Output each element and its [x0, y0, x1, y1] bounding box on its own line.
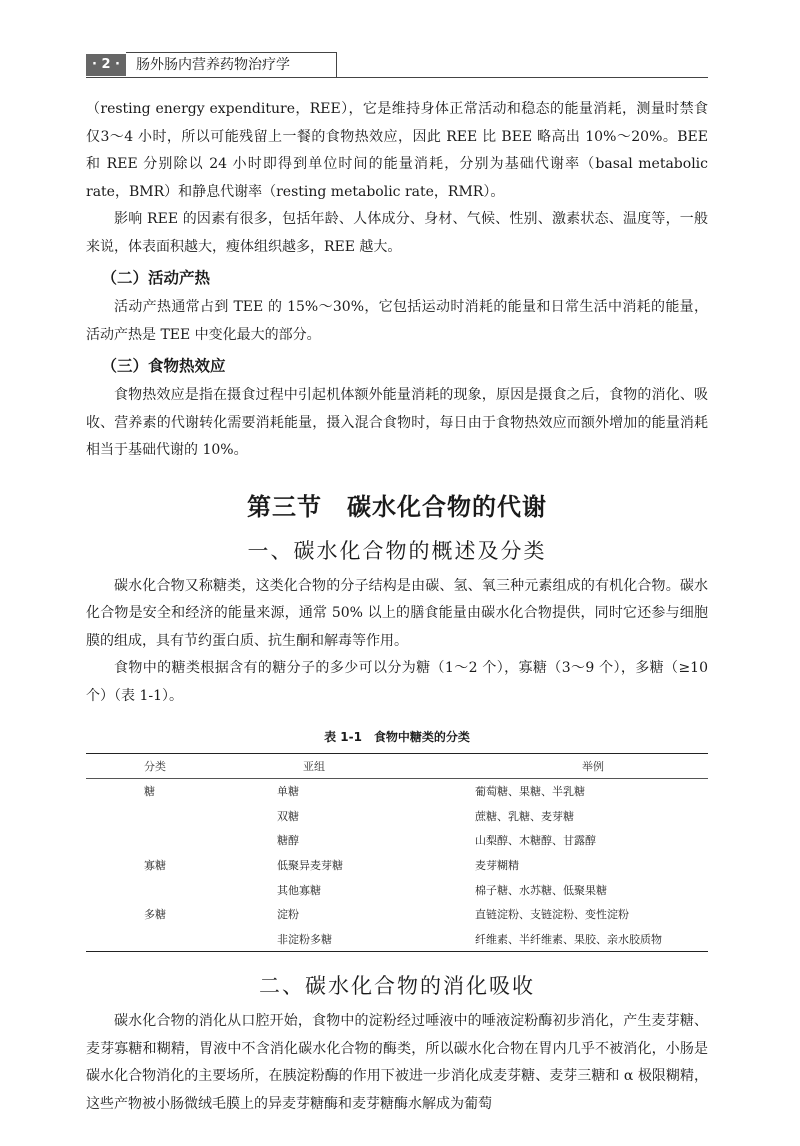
paragraph: 活动产热通常占到 TEE 的 15%～30%，它包括运动时消耗的能量和日常生活中消耗的能量，活动产热是 TEE 中变化最大的部分。: [86, 299, 708, 343]
table-cell: 淀粉: [277, 908, 299, 922]
table-row: [86, 779, 708, 804]
table-cell: 低聚异麦芽糖: [277, 859, 343, 873]
paragraph: 碳水化合物又称糖类，这类化合物的分子结构是由碳、氢、氧三种元素组成的有机化合物。碳水化合物是安全和经济的能量来源，通常 50% 以上的膳食能量由碳水化合物提供，同时它还参与细胞膜的组成，具有节约蛋白质、抗生酮和解毒等作用。: [86, 577, 708, 649]
section-title: 第三节 碳水化合物的代谢: [247, 491, 547, 521]
table-cell: 糖醇: [277, 834, 299, 848]
paragraph: （resting energy expenditure，REE），它是维持身体正常活动和稳态的能量消耗，测量时禁食仅3～4 小时，所以可能残留上一餐的食物热效应，因此 REE 比 BEE 略高出 10%～20%。BEE 和 REE 分别除以 24 小时即得到单位时间的能量消耗，分别为基础代谢率（basal metabolic rate，BMR）和静息代谢率（resting metabolic rate，RMR）。: [86, 101, 708, 200]
table-header-cell: 亚组: [303, 760, 325, 773]
paragraph: 食物热效应是指在摄食过程中引起机体额外能量消耗的现象，原因是摄食之后，食物的消化、吸收、营养素的代谢转化需要消耗能量，摄入混合食物时，每日由于食物热效应而额外增加的能量消耗相当于基础代谢的 10%。: [86, 387, 708, 458]
table-cell: [86, 828, 275, 853]
table-cell: [86, 877, 275, 902]
table-cell: 蔗糖、乳糖、麦芽糖: [475, 809, 574, 823]
carbohydrate-table: [86, 753, 708, 952]
table-cell: 直链淀粉、支链淀粉、变性淀粉: [475, 908, 629, 922]
table-cell: 纤维素、半纤维素、果胶、亲水胶质物: [475, 932, 662, 946]
table-row: [86, 927, 708, 952]
table-cell: [86, 927, 275, 952]
table-row: [86, 877, 708, 902]
topic-heading: 一、碳水化合物的概述及分类: [247, 538, 547, 563]
paragraph: 食物中的糖类根据含有的糖分子的多少可以分为糖（1～2 个），寡糖（3～9 个），多糖（≥10 个）（表 1-1）。: [86, 660, 708, 704]
table-row: [86, 853, 708, 878]
table-cell: 寡糖: [144, 859, 166, 873]
subsection-heading: （二）活动产热: [101, 269, 211, 287]
table-header-cell: 分类: [144, 760, 166, 773]
table-cell: 多糖: [144, 908, 166, 922]
table-caption: 表 1-1 食物中糖类的分类: [324, 730, 470, 744]
table-header-cell: 举例: [582, 760, 604, 773]
table-cell: 糖: [144, 785, 155, 799]
table-header-row: [86, 754, 708, 779]
table-row: [86, 828, 708, 853]
topic-heading: 二、碳水化合物的消化吸收: [259, 974, 535, 999]
page-body: [86, 96, 708, 1118]
table-row: [86, 804, 708, 829]
paragraph: 影响 REE 的因素有很多，包括年龄、人体成分、身材、气候、性别、激素状态、温度等，一般来说，体表面积越大，瘦体组织越多，REE 越大。: [86, 211, 708, 255]
table-cell: 双糖: [277, 809, 299, 823]
table-cell: 葡萄糖、果糖、半乳糖: [475, 785, 585, 799]
header-rule: [86, 77, 708, 78]
table-cell: 单糖: [277, 785, 299, 799]
page-number: · 2 ·: [86, 54, 126, 76]
table-cell: 山梨醇、木糖醇、甘露醇: [475, 834, 596, 848]
paragraph: 碳水化合物的消化从口腔开始，食物中的淀粉经过唾液中的唾液淀粉酶初步消化，产生麦芽糖、麦芽寡糖和糊精，胃液中不含消化碳水化合物的酶类，所以碳水化合物在胃内几乎不被消化，小肠是碳水化合物消化的主要场所，在胰淀粉酶的作用下被进一步消化成麦芽糖、麦芽三糖和 α 极限糊精，这些产物被小肠微绒毛膜上的异麦芽糖酶和麦芽糖酶水解成为葡萄: [86, 1013, 708, 1112]
table-cell: 棉子糖、水苏糖、低聚果糖: [475, 883, 607, 897]
table-cell: 非淀粉多糖: [277, 932, 332, 946]
table-row: [86, 902, 708, 927]
table-cell: 麦芽糊精: [475, 859, 519, 873]
running-header: [86, 48, 342, 78]
table-cell: 其他寡糖: [277, 883, 321, 897]
book-title: 肠外肠内营养药物治疗学: [126, 52, 337, 77]
subsection-heading: （三）食物热效应: [101, 357, 226, 375]
table-cell: [86, 804, 275, 829]
